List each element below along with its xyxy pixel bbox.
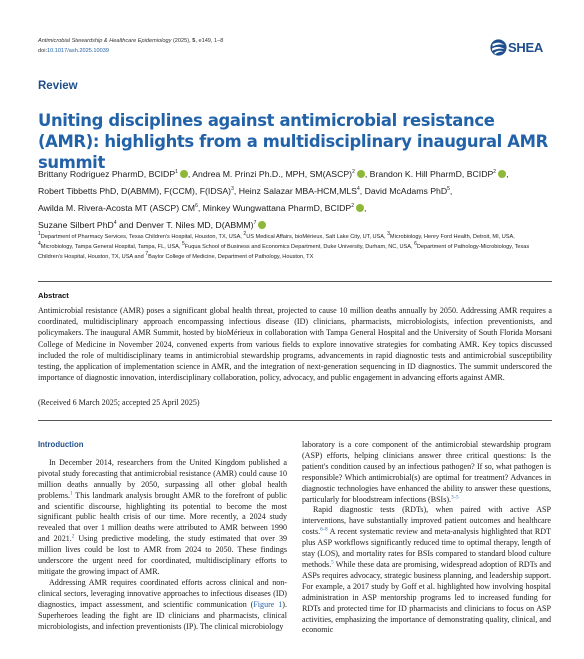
affiliation-text: Baylor College of Medicine, Department of Pathology, Houston, TX (148, 254, 314, 260)
paragraph-text: laboratory is a core component of the antimicrobial stewardship program (ASP) efforts, helping clinicians answer three critical questions: Is the patient's condition caused by an infectious pathogen? If so, what pathogen is responsible? Which antimicrobial(s) are optimal for treatment? Advances in diagnostic technologies have enhanced the ability to answer these questions, particularly for bloodstream infections (BSIs). (302, 440, 551, 504)
affiliation-number: 1 (38, 231, 41, 238)
paragraph-text: Addressing AMR requires coordinated efforts across clinical and non-clinical sectors, leveraging innovative approaches to infectious diseases (ID) diagnostics, impact assessment, and scientific communication ( (38, 577, 287, 609)
author-separator: , (364, 169, 370, 179)
affiliation-text: US Medical Affairs, bioMérieux, Salt Lake City, UT, USA, (246, 234, 388, 240)
orcid-icon[interactable] (180, 170, 188, 178)
article-title: Uniting disciplines against antimicrobial resistance (AMR): highlights from a multidisciplinary inaugural AMR summit (38, 111, 548, 172)
citation-reference[interactable]: 1 (69, 490, 73, 496)
orcid-icon[interactable] (258, 221, 266, 229)
author-separator: , (449, 186, 453, 196)
author-affiliation-mark: 3 (231, 186, 234, 193)
author-name: Robert Tibbetts PhD, D(ABMM), F(CCM), F(IDSA) (38, 186, 232, 196)
paragraph-text: Using predictive modeling, the study estimated that over 39 million lives could be lost to AMR from 2024 to 2050. These findings underscore the urgent need for coordinated, multidisciplinary efforts to mitigate the growing impact of AMR. (38, 534, 287, 576)
citation-reference[interactable]: 3–5 (451, 494, 459, 500)
orcid-icon[interactable] (498, 169, 509, 179)
journal-year: (2025), (171, 38, 193, 44)
journal-pages: , e149, 1–8 (195, 38, 224, 44)
author-affiliation-mark: 1 (175, 169, 178, 176)
affiliation-number: 6 (414, 241, 417, 248)
divider (38, 420, 552, 421)
author-line (38, 166, 558, 183)
author-separator: , (364, 203, 367, 213)
paragraph-text: ). Superheroes leading the fight are ID clinicians and pharmacists, clinical microbiologists, and infection preventionists (IP). The clinical microbiology (38, 599, 287, 631)
figure-link[interactable]: Figure 1 (253, 599, 283, 609)
left-paragraphs (38, 458, 287, 633)
journal-volume: 5 (192, 38, 196, 44)
author-line (38, 183, 558, 200)
affiliation-number: 5 (181, 241, 185, 248)
right-paragraphs (302, 440, 551, 636)
paragraph-text: This landmark analysis brought AMR to the forefront of public and scientific discourse, highlighting its potential to become the most significant public health crisis of our time. More recently, a 2024 study revealed that over 1 million deaths were attributed to AMR between 1990 and 2021. (38, 490, 287, 544)
author-separator: , (233, 186, 239, 196)
article-type: Review (38, 80, 78, 92)
body-paragraph (38, 578, 287, 633)
paragraph-text: In December 2014, researchers from the United Kingdom published a pivotal study forecasting that antimicrobial resistance (AMR) could cause 10 million deaths annually by 2050, surpassing all other global health problems. (38, 457, 287, 500)
body-column-left (38, 440, 287, 632)
author-name: Andrea M. Prinzi Ph.D., MPH, SM(ASCP) (192, 169, 353, 179)
affiliation-text: Microbiology, Henry Ford Health, Detroit, MI, USA, (389, 234, 515, 240)
author-name: David McAdams PhD (364, 186, 448, 196)
author-separator: , (359, 186, 365, 196)
journal-citation (38, 38, 223, 44)
received-dates: (Received 6 March 2025; accepted 25 April 2025) (38, 398, 200, 407)
author-name: Brandon K. Hill PharmD, BCIDP (369, 169, 494, 179)
paragraph-text: Rapid diagnostic tests (RDTs), when paired with active ASP interventions, have substantially improved patient outcomes and healthcare costs. (302, 505, 551, 537)
citation-reference[interactable]: 2 (71, 534, 75, 540)
affiliation-text: Department of Pharmacy Services, Texas Children's Hospital, Houston, TX, USA, (40, 234, 244, 240)
section-heading-introduction: Introduction (38, 440, 84, 449)
author-name: Brittany Rodriguez PharmD, BCIDP (38, 169, 176, 179)
author-affiliation-mark: 6 (195, 203, 198, 210)
affiliations (38, 232, 550, 262)
author-name: Minkey Wungwattana PharmD, BCIDP (202, 203, 352, 213)
author-separator: , (197, 203, 203, 213)
paragraph-text: While these data are promising, widespread adoption of RDTs and ASPs requires advocacy, strategic business planning, and leadership support. For example, a 2017 study by Goff et al. highlighted how involving hospital administration in ASP mentorship programs led to increased funding for RDTs and protected time for ID pharmacists and clinicians to focus on ASP activities, emphasizing the importance of demonstrating quality, clinical, and economic (302, 559, 551, 635)
body-paragraph (38, 458, 287, 578)
affiliation-number: 3 (387, 231, 390, 238)
body-paragraph (302, 505, 551, 636)
doi-link[interactable]: 10.1017/ash.2025.10039 (47, 48, 109, 54)
journal-name: Antimicrobial Stewardship & Healthcare Epidemiology (38, 38, 172, 44)
author-separator: , (187, 169, 193, 179)
author-separator: and (116, 220, 136, 230)
author-name: Heinz Salazar MBA-HCM,MLS (238, 186, 357, 196)
affiliation-text: Department of Pathology-Microbiology, Texas Children's Hospital, Houston, TX, USA and (38, 244, 530, 260)
author-name: Awilda M. Rivera-Acosta MT (ASCP) CM (38, 203, 196, 213)
affiliation-number: 2 (243, 231, 247, 238)
abstract-text: Antimicrobial resistance (AMR) poses a significant global health threat, projected to cause 10 million deaths annually by 2050. Addressing AMR requires a coordinated, multidisciplinary approach encompassing infectious disease (ID) clinicians, pharmacists, microbiologists, infection preventionists, and policymakers. The inaugural AMR Summit, hosted by bioMérieux in collaboration with Tampa General Hospital and the University of South Florida Morsani College of Medicine in November 2024, convened experts from various fields to explore innovative strategies for combating AMR. Key topics discussed included the role of multidisciplinary teams in antimicrobial stewardship programs, advancements in rapid diagnostic tests and antimicrobial susceptibility testing, the application of implementation science in AMR, and the integration of next-generation sequencing in ID diagnostics. The summit underscored the importance of diagnostic innovation, interdisciplinary collaboration, policy, advocacy, and public engagement in advancing efforts against AMR. (38, 306, 552, 383)
author-affiliation-mark: 4 (113, 220, 117, 227)
affiliation-number: 4 (38, 241, 41, 248)
divider (38, 281, 552, 282)
author-line (38, 200, 558, 217)
author-affiliation-mark: 5 (447, 186, 450, 193)
orcid-icon[interactable] (356, 203, 367, 213)
affiliation-text: Fuqua School of Business and Economics Department, Duke University, Durham, NC, USA, (184, 244, 415, 250)
author-affiliation-mark: 2 (493, 169, 497, 176)
affiliation-text: Microbiology, Tampa General Hospital, Tampa, FL, USA, (40, 244, 182, 250)
shea-logo-text: SHEA (508, 39, 543, 55)
citation-reference[interactable]: 6–8 (320, 527, 328, 533)
shea-globe-icon (490, 39, 507, 56)
author-name: Suzane Silbert PhD (38, 220, 114, 230)
affiliation-number: 7 (145, 251, 149, 258)
body-column-right (302, 440, 551, 636)
orcid-icon[interactable] (357, 170, 365, 178)
body-paragraph (302, 440, 551, 505)
abstract-heading: Abstract (38, 291, 69, 300)
author-affiliation-mark: 2 (352, 169, 355, 176)
doi-label: doi: (38, 48, 48, 54)
author-name: Denver T. Niles MD, D(ABMM) (135, 220, 254, 230)
citation-reference[interactable]: 5 (331, 560, 334, 566)
paragraph-text: A recent systematic review and meta-analysis highlighted that RDT plus ASP workflows significantly reduced time to optimal therapy, length of stay (LOS), and mortality rates for BSIs compared to standard blood culture methods. (302, 527, 551, 569)
author-affiliation-mark: 7 (253, 220, 257, 227)
author-affiliation-mark: 2 (351, 203, 355, 210)
doi-line (38, 48, 109, 54)
author-list (38, 166, 558, 234)
author-separator: , (506, 169, 509, 179)
shea-logo (490, 38, 543, 56)
author-affiliation-mark: 4 (356, 186, 360, 193)
